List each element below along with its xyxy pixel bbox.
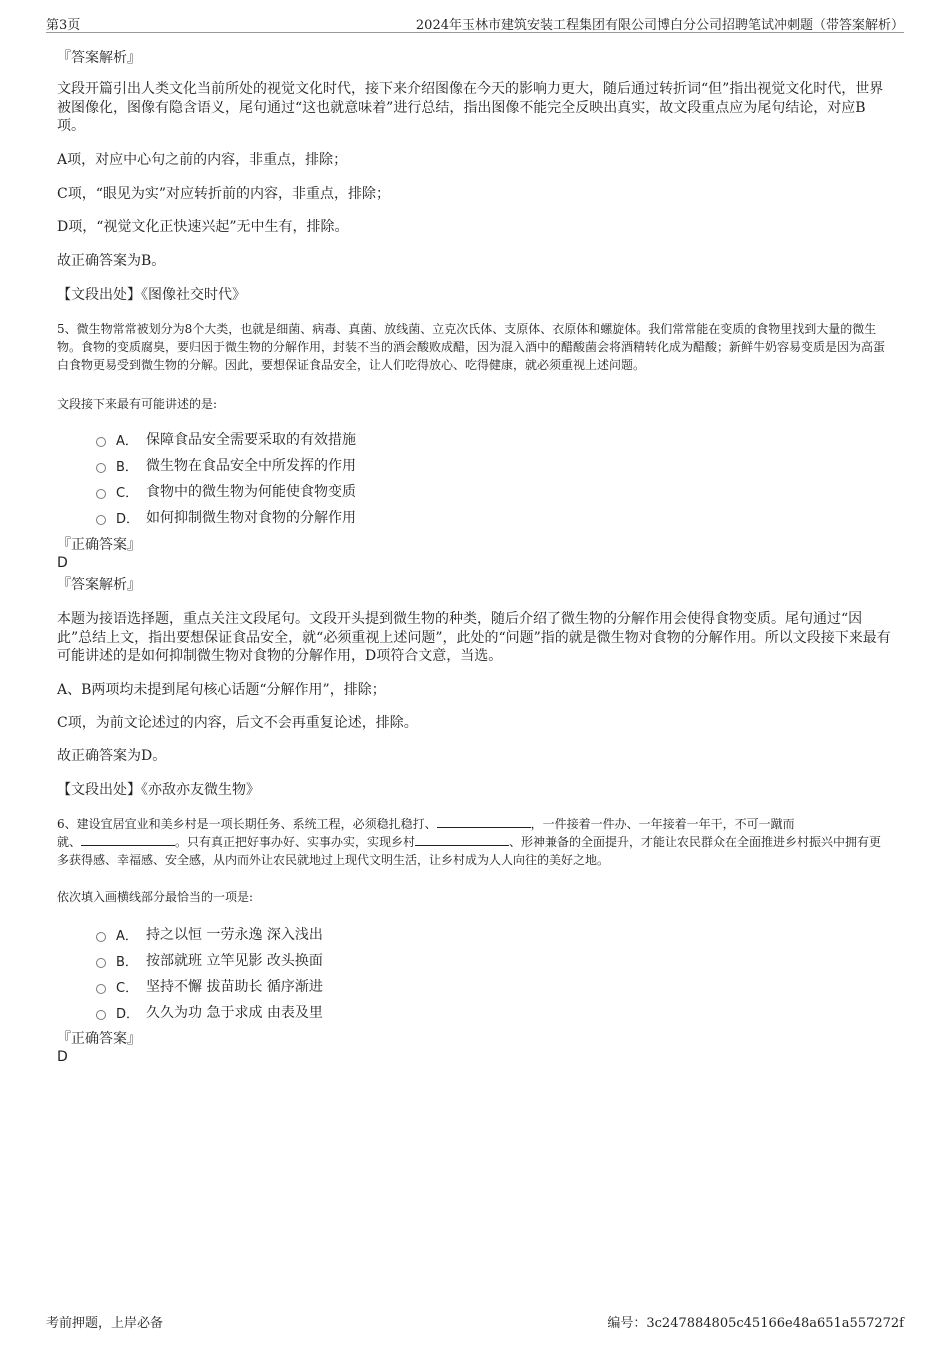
radio-icon[interactable] [96, 437, 106, 447]
radio-icon[interactable] [96, 932, 106, 942]
q6-answer: D [57, 1049, 68, 1065]
q5-conclusion: 故正确答案为D。 [57, 748, 167, 764]
q4-analysis-c: C项，“眼见为实”对应转折前的内容，非重点，排除； [57, 186, 391, 202]
radio-icon[interactable] [96, 463, 106, 473]
q5-question: 文段接下来最有可能讲述的是: [57, 397, 218, 411]
q4-analysis-a: A项，对应中心句之前的内容，非重点，排除； [57, 152, 348, 168]
fill-blank-2 [81, 833, 175, 846]
q5-option-a[interactable]: A． 保障食品安全需要采取的有效措施 [96, 426, 356, 452]
radio-icon[interactable] [96, 1010, 106, 1020]
q5-option-d[interactable]: D． 如何抑制微生物对食物的分解作用 [96, 504, 356, 530]
q5-analysis-ab: A、B两项均未提到尾句核心话题“分解作用”，排除； [57, 682, 386, 698]
q5-option-c[interactable]: C． 食物中的微生物为何能使食物变质 [96, 478, 356, 504]
q6-options [96, 921, 323, 1025]
q4-source: 【文段出处】《图像社交时代》 [57, 287, 246, 303]
q5-answer: D [57, 555, 68, 571]
footer-serial: 编号：3c247884805c45166e48a651a557272f [607, 1316, 904, 1331]
radio-icon[interactable] [96, 984, 106, 994]
q5-analysis-label: 『答案解析』 [57, 577, 141, 593]
radio-icon[interactable] [96, 515, 106, 525]
page-number: 第3页 [46, 18, 81, 33]
q6-answer-label: 『正确答案』 [57, 1031, 141, 1047]
q5-source: 【文段出处】《亦敌亦友微生物》 [57, 782, 260, 798]
q5-analysis-text: 本题为接语选择题，重点关注文段尾句。文段开头提到微生物的种类，随后介绍了微生物的分解作用会使得食物变质。尾句通过“因此”总结上文，指出要想保证食品安全，就“必须重视上述问题”，此处的“问题”指的就是微生物对食物的分解作用。所以文段接下来最有可能讲述的是如何抑制微生物对食物的分解作用，D项符合文意，当选。 [57, 611, 891, 664]
q6-option-c[interactable]: C． 坚持不懈 拔苗助长 循序渐进 [96, 973, 323, 999]
q4-conclusion: 故正确答案为B。 [57, 253, 166, 269]
fill-blank-1 [437, 815, 531, 828]
q5-answer-label: 『正确答案』 [57, 537, 141, 553]
q5-options [96, 426, 356, 530]
footer-slogan: 考前押题，上岸必备 [46, 1316, 164, 1331]
q6-stem: 6、建设宜居宜业和美乡村是一项长期任务、系统工程，必须稳扎稳打、 ，一件接着一件办、一年接着一年干，不可一蹴而 就、 。只有真正把好事办好、实事办实，实现乡村 、形神兼备的全面提升，才能让农民群众在全面推进乡村振兴中拥有更多获得感、幸福感、安全感，从内而外让农民就地过上现代文明生活，让乡村成为人人向往的美好之地。 [57, 817, 882, 867]
q6-option-b[interactable]: B． 按部就班 立竿见影 改头换面 [96, 947, 323, 973]
radio-icon[interactable] [96, 958, 106, 968]
fill-blank-3 [415, 833, 509, 846]
document-title: 2024年玉林市建筑安装工程集团有限公司博白分公司招聘笔试冲刺题（带答案解析） [415, 18, 904, 33]
q6-option-d[interactable]: D． 久久为功 急于求成 由表及里 [96, 999, 323, 1025]
q5-analysis-c: C项，为前文论述过的内容，后文不会再重复论述，排除。 [57, 715, 418, 731]
page-header [46, 14, 904, 33]
radio-icon[interactable] [96, 489, 106, 499]
q4-analysis-d: D项，“视觉文化正快速兴起”无中生有，排除。 [57, 219, 349, 235]
q4-analysis-text: 文段开篇引出人类文化当前所处的视觉文化时代，接下来介绍图像在今天的影响力更大，随后通过转折词“但”指出视觉文化时代，世界被图像化，图像有隐含语义，尾句通过“这也就意味着”进行总结，指出图像不能完全反映出真实，故文段重点应为尾句结论，对应B项。 [57, 81, 884, 134]
q6-option-a[interactable]: A． 持之以恒 一劳永逸 深入浅出 [96, 921, 323, 947]
q5-option-b[interactable]: B． 微生物在食品安全中所发挥的作用 [96, 452, 356, 478]
q4-analysis-label: 『答案解析』 [57, 50, 141, 66]
q5-stem: 5、微生物常常被划分为8个大类，也就是细菌、病毒、真菌、放线菌、立克次氏体、支原体、衣原体和螺旋体。我们常常能在变质的食物里找到大量的微生物。食物的变质腐臭，要归因于微生物的分解作用，封装不当的酒会酸败成醋，因为混入酒中的醋酸菌会将酒精转化成为醋酸；新鲜牛奶容易变质是因为高蛋白食物更易受到微生物的分解。因此，要想保证食品安全，让人们吃得放心、吃得健康，就必须重视上述问题。 [57, 322, 886, 372]
q6-question: 依次填入画横线部分最恰当的一项是: [57, 890, 254, 904]
